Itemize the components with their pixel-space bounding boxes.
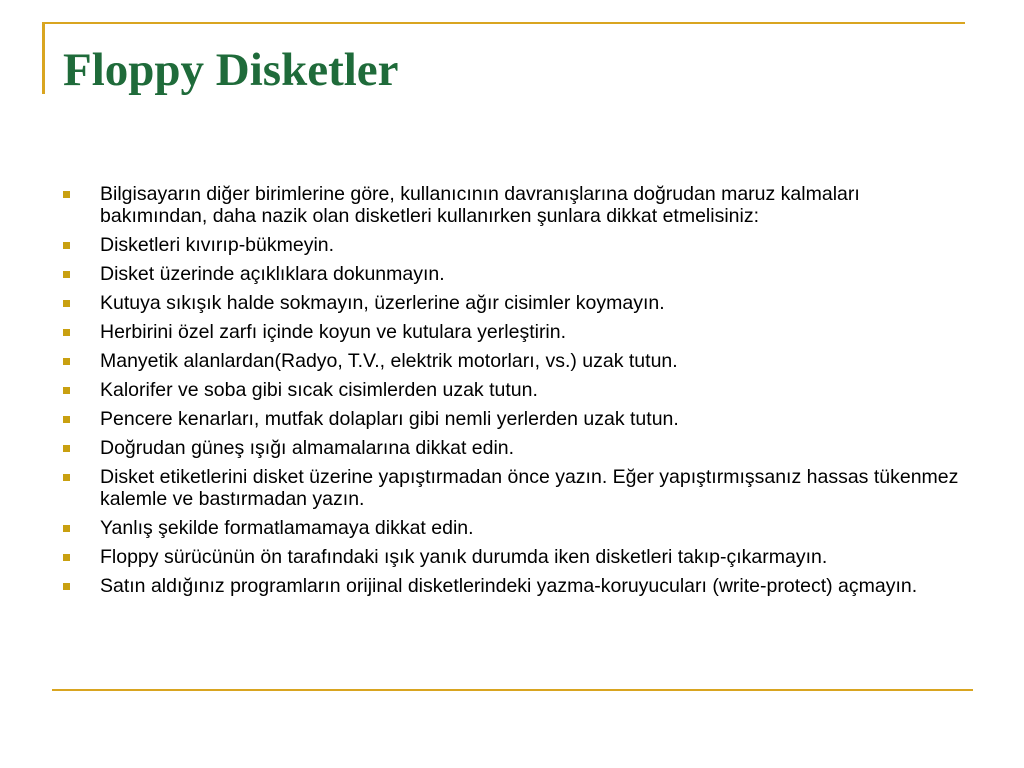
bullet-item (100, 263, 970, 285)
bullet-square-icon (63, 191, 70, 198)
bullet-square-icon (63, 329, 70, 336)
bullet-text: Bilgisayarın diğer birimlerine göre, kullanıcının davranışlarına doğrudan maruz kalmaları bakımından, daha nazik olan disketleri kullanırken şunlara dikkat etmelisiniz: (100, 183, 860, 227)
bullet-item (100, 292, 970, 314)
frame-left-line (42, 22, 45, 94)
bullet-list (100, 183, 970, 604)
bullet-text: Disket etiketlerini disket üzerine yapıştırmadan önce yazın. Eğer yapıştırmışsanız hassas tükenmez kalemle ve bastırmadan yazın. (100, 466, 959, 510)
bullet-text: Kalorifer ve soba gibi sıcak cisimlerden uzak tutun. (100, 379, 538, 401)
bullet-item (100, 234, 970, 256)
frame-top-line (42, 22, 965, 24)
bullet-text: Yanlış şekilde formatlamamaya dikkat edin. (100, 517, 474, 539)
bullet-square-icon (63, 525, 70, 532)
bullet-square-icon (63, 445, 70, 452)
bullet-square-icon (63, 416, 70, 423)
bullet-square-icon (63, 583, 70, 590)
bullet-square-icon (63, 474, 70, 481)
bullet-item (100, 183, 970, 227)
bullet-text: Disketleri kıvırıp-bükmeyin. (100, 234, 335, 256)
bullet-square-icon (63, 271, 70, 278)
bullet-item (100, 408, 970, 430)
bullet-item (100, 575, 970, 597)
bullet-item (100, 350, 970, 372)
bullet-square-icon (63, 242, 70, 249)
bullet-item (100, 321, 970, 343)
bullet-text: Doğrudan güneş ışığı almamalarına dikkat edin. (100, 437, 515, 459)
bullet-square-icon (63, 554, 70, 561)
slide-title: Floppy Disketler (63, 44, 399, 96)
bullet-text: Floppy sürücünün ön tarafındaki ışık yanık durumda iken disketleri takıp-çıkarmayın. (100, 546, 828, 568)
bullet-square-icon (63, 358, 70, 365)
bullet-square-icon (63, 387, 70, 394)
bullet-item (100, 466, 970, 510)
bullet-text: Kutuya sıkışık halde sokmayın, üzerlerine ağır cisimler koymayın. (100, 292, 665, 314)
bullet-text: Disket üzerinde açıklıklara dokunmayın. (100, 263, 445, 285)
bullet-text: Manyetik alanlardan(Radyo, T.V., elektrik motorları, vs.) uzak tutun. (100, 350, 678, 372)
bullet-square-icon (63, 300, 70, 307)
bullet-text: Satın aldığınız programların orijinal disketlerindeki yazma-koruyucuları (write-protect) açmayın. (100, 575, 918, 597)
bullet-text: Pencere kenarları, mutfak dolapları gibi nemli yerlerden uzak tutun. (100, 408, 679, 430)
bullet-item (100, 546, 970, 568)
bullet-item (100, 517, 970, 539)
bullet-item (100, 379, 970, 401)
bullet-item (100, 437, 970, 459)
frame-bottom-line (52, 689, 973, 691)
bullet-text: Herbirini özel zarfı içinde koyun ve kutulara yerleştirin. (100, 321, 567, 343)
